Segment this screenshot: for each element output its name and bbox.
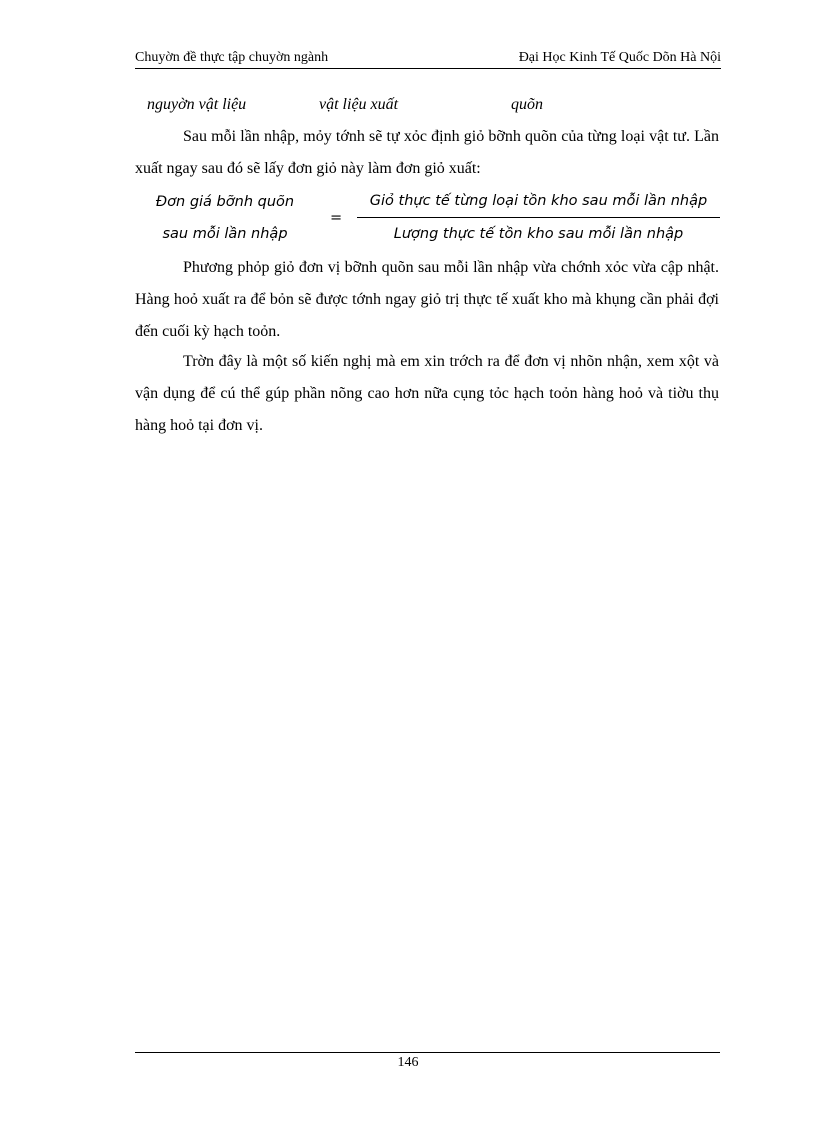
- fragment-2: vật liệu xuất: [319, 96, 399, 113]
- paragraph-3: Trờn đây là một số kiến nghị mà em xin trớch ra để đơn vị nhõn nhận, xem xột và vận dụng để cú thể gúp phần nõng cao hơn nữa cụng tỏc hạch toỏn hàng hoỏ và tiờu thụ hàng hoỏ tại đơn vị.: [135, 353, 719, 434]
- formula-fraction: [357, 186, 720, 250]
- formula-left-line-2: sau mỗi lần nhập: [162, 226, 288, 242]
- formula-left-side: [135, 186, 315, 250]
- formula-left-line-1: Đơn giá bỡnh quõn: [155, 194, 295, 210]
- footer-divider: [135, 1052, 720, 1053]
- fragment-line: [147, 96, 727, 118]
- average-price-formula: [135, 186, 725, 250]
- paragraph-1: Sau mỗi lần nhập, mỏy tớnh sẽ tự xỏc định giỏ bỡnh quõn của từng loại vật tư. Lần xuất ngay sau đó sẽ lấy đơn giỏ này làm đơn giỏ xuất:: [135, 128, 719, 177]
- fragment-1: nguyờn vật liệu: [147, 96, 247, 113]
- header-right-title: Đại Học Kinh Tế Quốc Dõn Hà Nội: [518, 50, 721, 65]
- formula-denominator: Lượng thực tế tồn kho sau mỗi lần nhập: [393, 226, 684, 242]
- page-number: 146: [397, 1055, 419, 1070]
- formula-equals-sign: =: [330, 210, 343, 226]
- page-header: [135, 50, 721, 69]
- header-left-title: Chuyờn đề thực tập chuyờn ngành: [135, 50, 329, 65]
- paragraph-2: Phương phỏp giỏ đơn vị bỡnh quõn sau mỗi lần nhập vừa chớnh xỏc vừa cập nhật. Hàng hoỏ xuất ra để bỏn sẽ được tớnh ngay giỏ trị thực tế xuất kho mà khụng cần phải đợi đến cuối kỳ hạch toỏn.: [135, 259, 719, 340]
- fragment-3: quõn: [511, 96, 543, 113]
- formula-numerator: Giỏ thực tế từng loại tồn kho sau mỗi lần nhập: [357, 186, 720, 218]
